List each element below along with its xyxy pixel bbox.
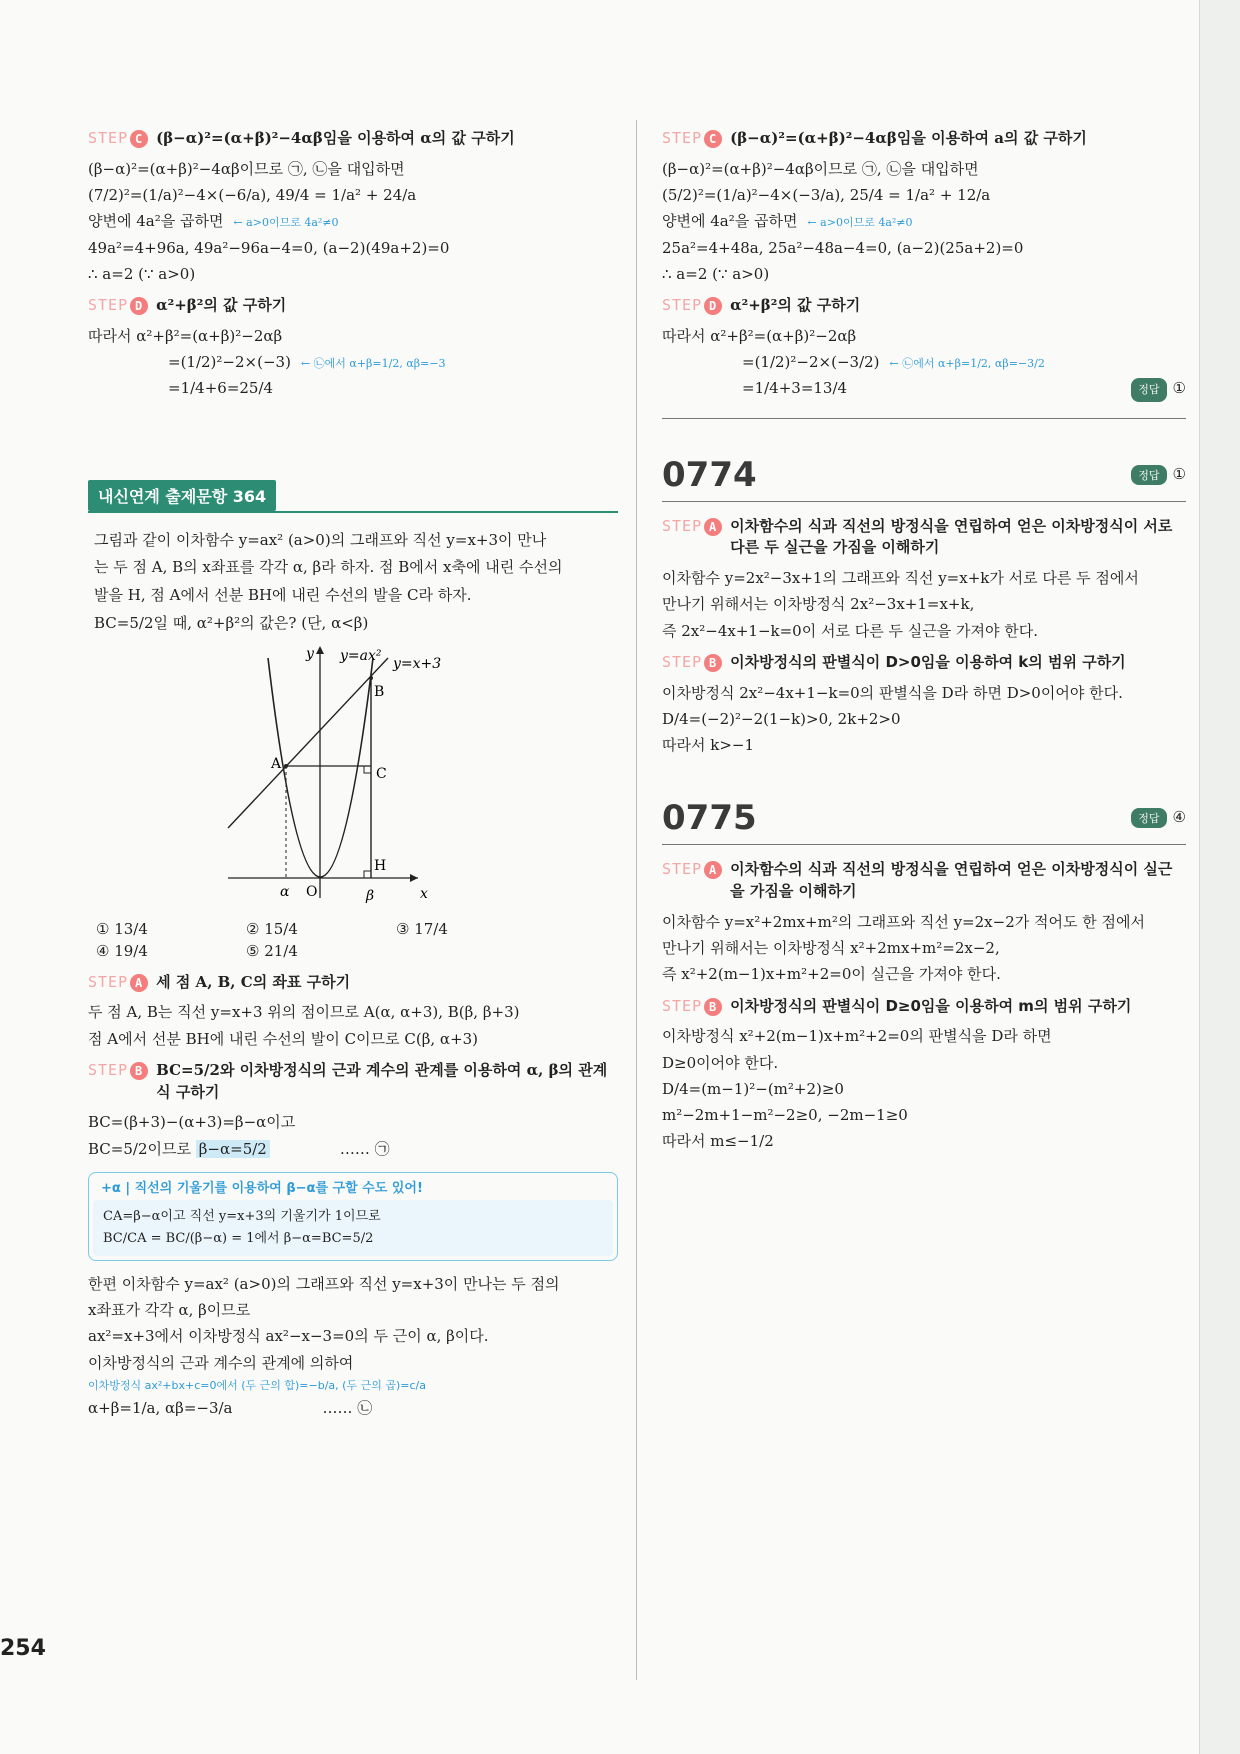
label-y: y bbox=[306, 645, 314, 662]
label-c: C bbox=[376, 765, 387, 782]
point-b bbox=[369, 676, 373, 680]
answer-mark: 정답 ① bbox=[1131, 465, 1186, 485]
label-o: O bbox=[306, 883, 318, 900]
problem-line: 그림과 같이 이차함수 y=ax² (a>0)의 그래프와 직선 y=x+3이 만나 bbox=[94, 530, 547, 549]
answer-badge: 정답 bbox=[1131, 808, 1166, 828]
step-title: (β−α)²=(α+β)²−4αβ임을 이용하여 a의 값 구하기 bbox=[730, 129, 1087, 147]
text-line: 이차방정식 x²+2(m−1)x+m²+2=0의 판별식을 D라 하면 bbox=[662, 1027, 1052, 1046]
choice-3[interactable]: ③ 17/4 bbox=[396, 919, 448, 938]
equation-mark: …… ㉡ bbox=[322, 1399, 373, 1418]
step-title: 이차방정식의 판별식이 D≥0임을 이용하여 m의 범위 구하기 bbox=[730, 996, 1132, 1015]
side-note: ← ㉡에서 α+β=1/2, αβ=−3 bbox=[300, 357, 446, 370]
text-line: BC=5/2이므로 β−α=5/2 …… ㉠ bbox=[88, 1139, 390, 1158]
choice-1[interactable]: ① 13/4 bbox=[96, 919, 148, 938]
step-a-heading bbox=[662, 859, 1186, 903]
answer-badge: 정답 bbox=[1131, 378, 1166, 401]
problem-0774-header bbox=[662, 455, 1186, 502]
equation-line: 49a²=4+96a, 49a²−96a−4=0, (a−2)(49a+2)=0 bbox=[88, 238, 450, 257]
step-a-heading bbox=[88, 972, 618, 994]
step-title: α²+β²의 값 구하기 bbox=[730, 296, 861, 314]
text-line: 즉 2x²−4x+1−k=0이 서로 다른 두 실근을 가져야 한다. bbox=[662, 621, 1038, 640]
label-curve: y=ax² bbox=[340, 647, 382, 664]
choice-5[interactable]: ⑤ 21/4 bbox=[246, 941, 298, 960]
equation-mark: …… ㉠ bbox=[339, 1139, 390, 1158]
left-column bbox=[88, 120, 618, 1421]
text-line: 이차함수 y=2x²−3x+1의 그래프와 직선 y=x+k가 서로 다른 두 점에서 bbox=[662, 569, 1139, 587]
text-line: 만나기 위해서는 이차방정식 x²+2mx+m²=2x−2, bbox=[662, 939, 1000, 957]
text-line: 양변에 4a²을 곱하면 ← a>0이므로 4a²≠0 bbox=[88, 212, 339, 231]
text-line: BC=(β+3)−(α+3)=β−α이고 bbox=[88, 1113, 296, 1132]
problem-graph bbox=[88, 638, 618, 908]
side-note: ← a>0이므로 4a²≠0 bbox=[807, 216, 913, 230]
step-title: (β−α)²=(α+β)²−4αβ임을 이용하여 α의 값 구하기 bbox=[156, 129, 515, 147]
problem-number: 0774 bbox=[662, 454, 757, 495]
right-column bbox=[662, 120, 1186, 1155]
step-tag: STEP B bbox=[662, 652, 722, 674]
step-tag: STEP C bbox=[662, 128, 722, 150]
step-title: α²+β²의 값 구하기 bbox=[156, 296, 287, 314]
section-rule bbox=[662, 418, 1186, 419]
problem-number: 0775 bbox=[662, 798, 757, 839]
equation-line: 25a²=4+48a, 25a²−48a−4=0, (a−2)(25a+2)=0 bbox=[662, 238, 1024, 257]
text-line: 따라서 α²+β²=(α+β)²−2αβ bbox=[662, 326, 857, 345]
text-line: (β−α)²=(α+β)²−4αβ이므로 ㉠, ㉡을 대입하면 bbox=[88, 159, 405, 178]
right-angle-c bbox=[364, 766, 371, 773]
step-tag: STEP D bbox=[88, 295, 148, 317]
tip-box bbox=[88, 1172, 618, 1261]
step-d-heading bbox=[662, 295, 1186, 317]
equation-line: α+β=1/a, αβ=−3/a …… ㉡ bbox=[88, 1399, 373, 1418]
text-line: 두 점 A, B는 직선 y=x+3 위의 점이므로 A(α, α+3), B(β, β+3) bbox=[88, 1003, 520, 1022]
problem-line: 발을 H, 점 A에서 선분 BH에 내린 수선의 발을 C라 하자. bbox=[94, 586, 472, 604]
step-tag: STEP A bbox=[662, 516, 722, 538]
problem-banner-bar bbox=[88, 480, 618, 513]
step-c-heading bbox=[88, 128, 618, 150]
equation-line: D/4=(m−1)²−(m²+2)≥0 bbox=[662, 1079, 844, 1098]
step-d-heading bbox=[88, 295, 618, 317]
text-line: 이차방정식 2x²−4x+1−k=0의 판별식을 D라 하면 D>0이어야 한다. bbox=[662, 683, 1123, 702]
text-line: 즉 x²+2(m−1)x+m²+2=0이 실근을 가져야 한다. bbox=[662, 965, 1001, 984]
step-tag: STEP A bbox=[88, 972, 148, 994]
text-line: x좌표가 각각 α, β이므로 bbox=[88, 1301, 251, 1320]
step-tag: STEP B bbox=[88, 1060, 148, 1082]
step-b-heading bbox=[662, 996, 1186, 1018]
equation-line: m²−2m+1−m²−2≥0, −2m−1≥0 bbox=[662, 1106, 908, 1124]
text-line: 양변에 4a²을 곱하면 ← a>0이므로 4a²≠0 bbox=[662, 212, 913, 231]
equation-line: ∴ a=2 (∵ a>0) bbox=[88, 264, 196, 283]
choice-4[interactable]: ④ 19/4 bbox=[96, 941, 148, 960]
point-a bbox=[284, 764, 288, 768]
y-axis-arrow bbox=[316, 646, 324, 654]
step-a-heading bbox=[662, 516, 1186, 560]
formula-note: 이차방정식 ax²+bx+c=0에서 (두 근의 합)=−b/a, (두 근의 곱)=c/a bbox=[88, 1378, 426, 1392]
x-axis-arrow bbox=[410, 874, 418, 882]
label-a: A bbox=[271, 755, 282, 772]
right-angle-h bbox=[364, 871, 371, 878]
step-b-heading bbox=[88, 1060, 618, 1104]
step-tag: STEP A bbox=[662, 859, 722, 881]
text-line: 이차방정식의 근과 계수의 관계에 의하여 bbox=[88, 1353, 354, 1372]
problem-0775-header bbox=[662, 798, 1186, 845]
step-title: 세 점 A, B, C의 좌표 구하기 bbox=[156, 972, 351, 991]
equation-line: =(1/2)²−2×(−3/2) ← ㉡에서 α+β=1/2, αβ=−3/2 bbox=[742, 353, 1045, 371]
label-beta: β bbox=[366, 887, 375, 904]
label-b: B bbox=[374, 683, 385, 700]
problem-text bbox=[88, 527, 618, 638]
equation-line: (5/2)²=(1/a)²−4×(−3/a), 25/4 = 1/a² + 12/a bbox=[662, 186, 991, 204]
page-number: 254 bbox=[0, 1636, 46, 1661]
equation-line: ∴ a=2 (∵ a>0) bbox=[662, 264, 770, 283]
problem-banner: 내신연계 출제문항 364 bbox=[88, 480, 276, 511]
text-line: 한편 이차함수 y=ax² (a>0)의 그래프와 직선 y=x+3이 만나는 두 점의 bbox=[88, 1274, 560, 1293]
problem-line: 는 두 점 A, B의 x좌표를 각각 α, β라 하자. 점 B에서 x축에 내린 수선의 bbox=[94, 558, 563, 577]
line-graph bbox=[228, 658, 388, 828]
step-tag: STEP C bbox=[88, 128, 148, 150]
answer-badge: 정답 bbox=[1131, 465, 1166, 485]
step-title: 이차함수의 식과 직선의 방정식을 연립하여 얻은 이차방정식이 실근을 가짐을 이해하기 bbox=[730, 860, 1173, 900]
tip-body bbox=[93, 1200, 613, 1256]
answer-choices bbox=[96, 920, 618, 960]
step-title: BC=5/2와 이차방정식의 근과 계수의 관계를 이용하여 α, β의 관계식 구하기 bbox=[156, 1060, 608, 1101]
answer-mark: 정답 ① bbox=[1131, 375, 1186, 401]
answer-mark: 정답 ④ bbox=[1131, 808, 1186, 828]
page-edge bbox=[1199, 0, 1240, 1754]
label-line: y=x+3 bbox=[393, 655, 442, 672]
tip-heading: +α | 직선의 기울기를 이용하여 β−α를 구할 수도 있어! bbox=[101, 1180, 423, 1196]
choice-2[interactable]: ② 15/4 bbox=[246, 919, 298, 938]
tip-line: BC/CA = BC/(β−α) = 1에서 β−α=BC=5/2 bbox=[103, 1230, 374, 1246]
label-h: H bbox=[374, 857, 387, 874]
step-b-heading bbox=[662, 652, 1186, 674]
equation-line: 따라서 m≤−1/2 bbox=[662, 1132, 774, 1151]
text-line: ax²=x+3에서 이차방정식 ax²−x−3=0의 두 근이 α, β이다. bbox=[88, 1327, 489, 1346]
text-line: D≥0이어야 한다. bbox=[662, 1053, 779, 1072]
step-tag: STEP B bbox=[662, 996, 722, 1018]
problem-line: BC=5/2일 때, α²+β²의 값은? (단, α<β) bbox=[94, 613, 369, 632]
equation-line: =(1/2)²−2×(−3) ← ㉡에서 α+β=1/2, αβ=−3 bbox=[168, 353, 446, 371]
tip-line: CA=β−α이고 직선 y=x+3의 기울기가 1이므로 bbox=[103, 1208, 381, 1224]
equation-line: D/4=(−2)²−2(1−k)>0, 2k+2>0 bbox=[662, 709, 901, 728]
equation-line: 따라서 k>−1 bbox=[662, 736, 755, 754]
step-title: 이차함수의 식과 직선의 방정식을 연립하여 얻은 이차방정식이 서로 다른 두 실근을 가짐을 이해하기 bbox=[730, 516, 1173, 557]
step-c-heading bbox=[662, 128, 1186, 150]
text-line: (β−α)²=(α+β)²−4αβ이므로 ㉠, ㉡을 대입하면 bbox=[662, 159, 979, 178]
step-tag: STEP D bbox=[662, 295, 722, 317]
side-note: ← ㉡에서 α+β=1/2, αβ=−3/2 bbox=[889, 357, 1045, 370]
equation-line: =1/4+3=13/4 정답 ① bbox=[662, 375, 1186, 401]
text-line: 따라서 α²+β²=(α+β)²−2αβ bbox=[88, 326, 283, 345]
text-line: 만나기 위해서는 이차방정식 2x²−3x+1=x+k, bbox=[662, 595, 975, 614]
highlight: β−α=5/2 bbox=[196, 1140, 270, 1158]
equation-line: (7/2)²=(1/a)²−4×(−6/a), 49/4 = 1/a² + 24/a bbox=[88, 186, 417, 204]
column-divider bbox=[636, 120, 637, 1680]
label-x: x bbox=[420, 885, 428, 902]
label-alpha: α bbox=[280, 883, 290, 900]
step-title: 이차방정식의 판별식이 D>0임을 이용하여 k의 범위 구하기 bbox=[730, 652, 1126, 671]
text-line: 이차함수 y=x²+2mx+m²의 그래프와 직선 y=2x−2가 적어도 한 점에서 bbox=[662, 912, 1145, 931]
text-line: 점 A에서 선분 BH에 내린 수선의 발이 C이므로 C(β, α+3) bbox=[88, 1029, 479, 1048]
equation-line: =1/4+6=25/4 bbox=[168, 379, 274, 398]
side-note: ← a>0이므로 4a²≠0 bbox=[233, 216, 339, 230]
